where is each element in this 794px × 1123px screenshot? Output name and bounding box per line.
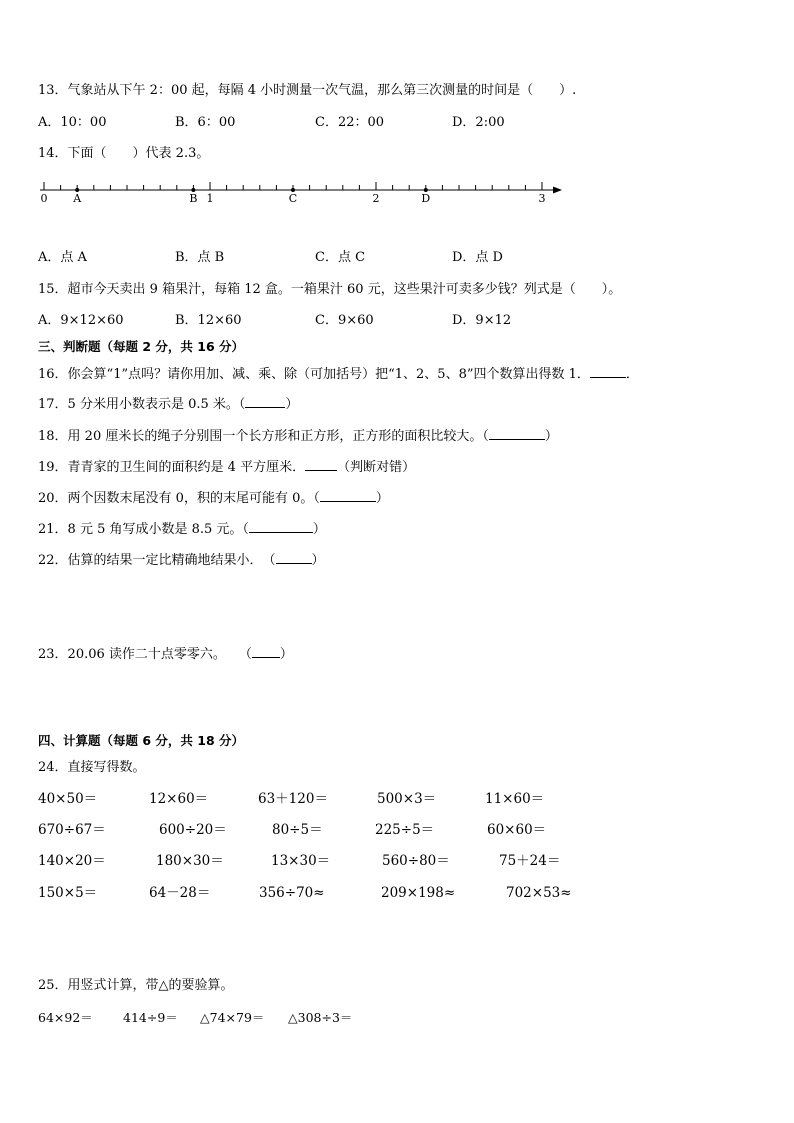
number-line-tick-label: 1 [206,192,214,205]
q15-option-b[interactable]: B．12×60 [175,313,242,328]
q23-suffix: ） [279,647,293,662]
q23-answer-blank[interactable] [252,645,280,658]
calc-item: 600÷20＝ [159,822,227,838]
calc-item: 150×5＝ [38,885,98,901]
question-15-options [38,312,738,330]
question-14: 14．下面（ ）代表 2.3。 [38,146,210,161]
q22-answer-blank[interactable] [276,551,312,564]
q22-suffix: ） [311,553,325,568]
q21-answer-blank[interactable] [249,520,313,533]
calc-item: 702×53≈ [506,885,572,901]
number-line [30,170,590,210]
calc-row-3 [38,851,758,871]
q20-text: 20．两个因数末尾没有 0，积的末尾可能有 0。（ [38,491,320,506]
q18-answer-blank[interactable] [489,427,545,440]
number-line-point-label: C [288,192,298,205]
question-19 [38,458,415,477]
number-line-point-label: D [421,192,431,205]
q19-suffix: （判断对错） [337,460,416,475]
calc-item: 209×198≈ [381,885,456,901]
q22-text: 22．估算的结果一定比精确地结果小． （ [38,553,276,568]
number-line-point-label: A [73,192,82,205]
question-22 [38,551,325,570]
q14-option-d[interactable]: D．点 D [452,250,503,265]
question-16 [38,365,639,384]
calc-item: 670÷67＝ [38,822,106,838]
q16-text: 16．你会算“1”点吗？请你用加、减、乘、除（可加括号）把“1、2、5、8”四个数算出得数 1． [38,367,590,382]
number-line-point-label: B [189,192,198,205]
vertical-calc-item: △74×79＝ [200,1010,265,1025]
q17-answer-blank[interactable] [245,395,285,408]
calc-item: 12×60＝ [149,791,209,807]
calc-item: 225÷5＝ [375,822,435,838]
section-4-title: 四、计算题（每题 6 分，共 18 分） [38,733,245,748]
question-15: 15．超市今天卖出 9 箱果汁，每箱 12 盒。一箱果汁 60 元，这些果汁可卖多少钱？列式是（ ）。 [38,282,622,297]
q19-answer-blank[interactable] [305,458,337,471]
number-line-tick-label: 3 [538,192,546,205]
question-17 [38,395,298,414]
q19-text: 19．青青家的卫生间的面积约是 4 平方厘米． [38,460,306,475]
q20-suffix: ） [375,491,389,506]
q18-suffix: ） [544,429,558,444]
vertical-calc-item: 414÷9＝ [123,1010,178,1025]
q20-answer-blank[interactable] [320,489,376,502]
q13-option-c[interactable]: C．22：00 [315,115,385,130]
question-24: 24．直接写得数。 [38,760,146,775]
q21-text: 21．8 元 5 角写成小数是 8.5 元。（ [38,522,249,537]
calc-row-2 [38,820,758,840]
question-25: 25．用竖式计算，带△的要验算。 [38,978,234,993]
q14-option-c[interactable]: C．点 C [315,250,366,265]
calc-item: 80÷5＝ [272,822,323,838]
q18-text: 18．用 20 厘米长的绳子分别围一个长方形和正方形，正方形的面积比较大。（ [38,429,489,444]
q14-option-b[interactable]: B．点 B [175,250,225,265]
q15-option-d[interactable]: D．9×12 [452,313,512,328]
question-18 [38,427,558,446]
calc-item: 11×60＝ [485,791,545,807]
calc-item: 500×3＝ [377,791,437,807]
calc-item: 180×30＝ [156,853,224,869]
q23-text: 23．20.06 读作二十点零零六。 （ [38,647,252,662]
vertical-calc-item: 64×92＝ [38,1010,93,1025]
calc-item: 60×60＝ [487,822,547,838]
vertical-calc-item: △308÷3＝ [288,1010,353,1025]
q17-suffix: ） [285,397,299,412]
calc-row-1 [38,789,758,809]
calc-item: 140×20＝ [38,853,106,869]
question-14-options [38,249,738,267]
q17-text: 17．5 分米用小数表示是 0.5 米。（ [38,397,246,412]
q16-answer-blank[interactable] [590,365,626,378]
number-line-tick-label: 0 [40,192,48,205]
calc-item: 75＋24＝ [499,853,561,869]
q15-option-c[interactable]: C．9×60 [315,313,374,328]
number-line-arrow [553,187,562,194]
calc-item: 64－28＝ [149,885,211,901]
question-23 [38,645,293,664]
calc-item: 13×30＝ [271,853,331,869]
q13-option-d[interactable]: D．2:00 [452,115,505,130]
calc-item: 63＋120＝ [258,791,328,807]
number-line-tick-label: 2 [372,192,380,205]
question-13: 13．气象站从下午 2：00 起，每隔 4 小时测量一次气温，那么第三次测量的时间是（ ）. [38,83,577,98]
question-13-options [38,114,738,132]
section-3-title: 三、判断题（每题 2 分，共 16 分） [38,339,245,354]
q13-option-b[interactable]: B．6：00 [175,115,236,130]
q16-suffix: ． [625,367,639,382]
q15-option-a[interactable]: A．9×12×60 [38,313,124,328]
question-21 [38,520,326,539]
q21-suffix: ） [312,522,326,537]
question-20 [38,489,389,508]
calc-item: 40×50＝ [38,791,98,807]
calc-item: 560÷80＝ [382,853,450,869]
calc-row-4 [38,883,758,903]
q14-option-a[interactable]: A．点 A [38,250,87,265]
calc-item: 356÷70≈ [259,885,325,901]
vertical-calc-row [38,1008,758,1028]
q13-option-a[interactable]: A．10：00 [38,115,107,130]
